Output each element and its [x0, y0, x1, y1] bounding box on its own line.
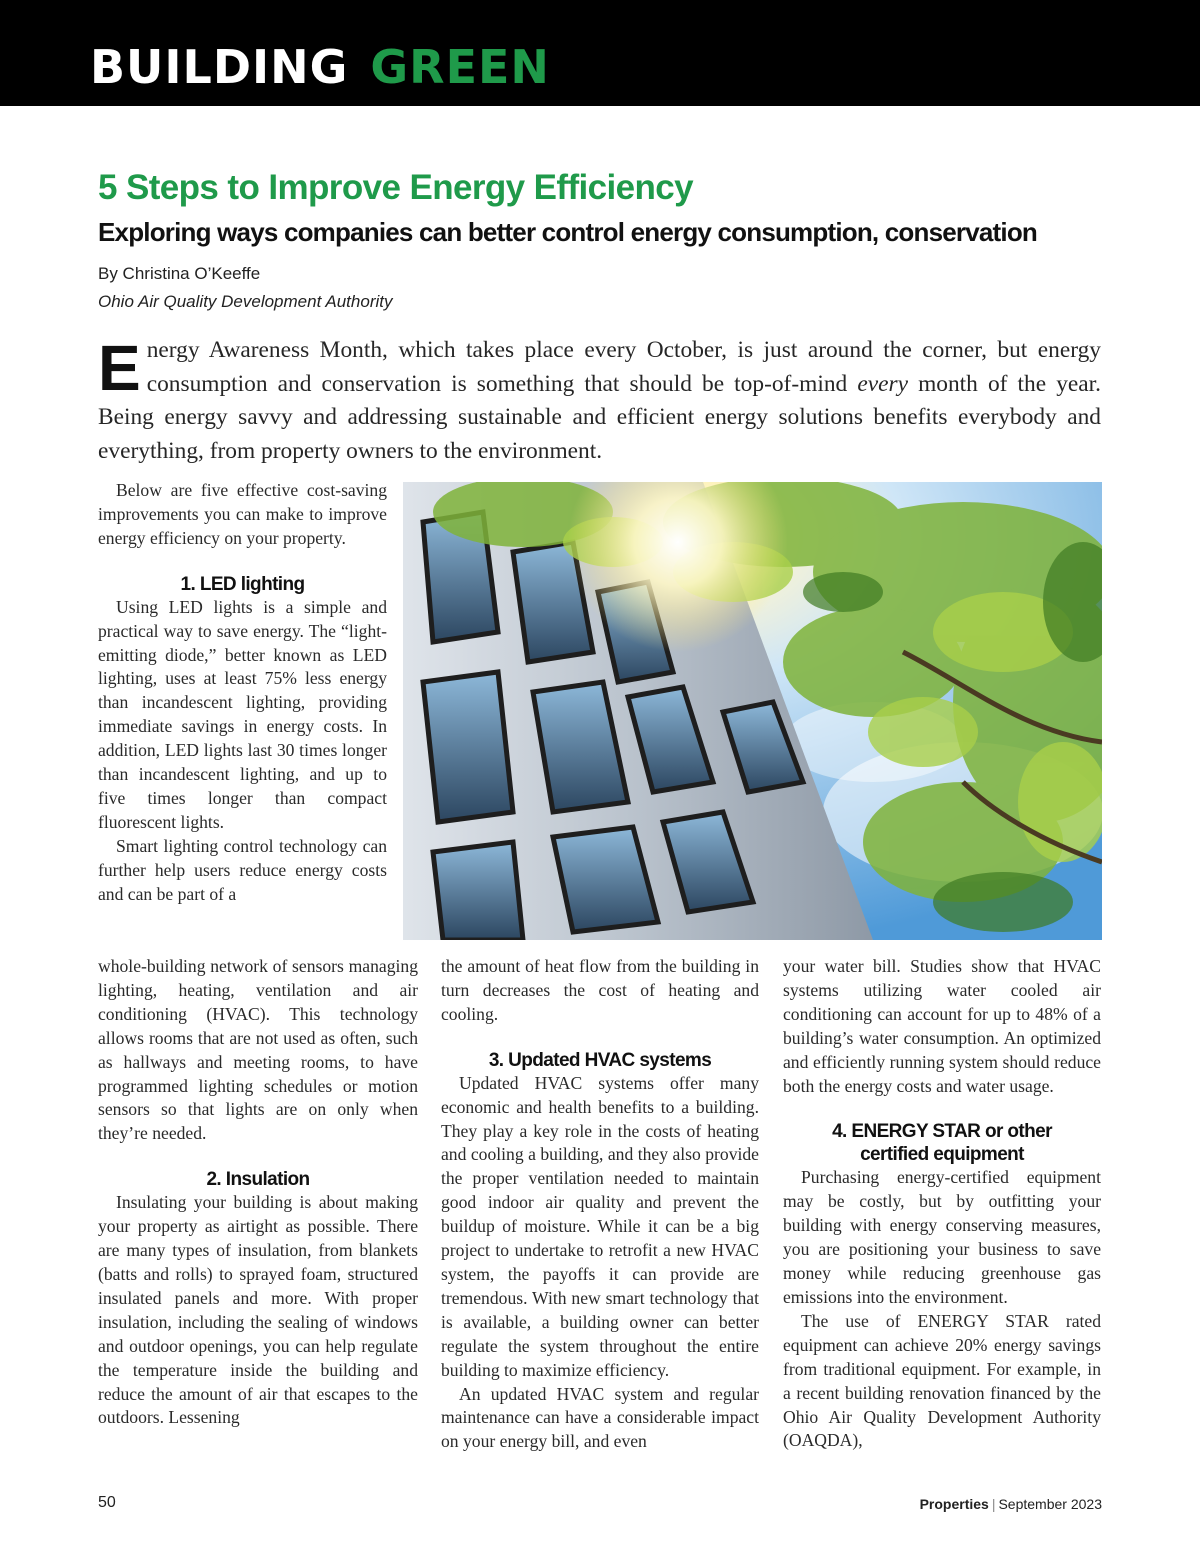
section-title [90, 36, 550, 98]
article-title: 5 Steps to Improve Energy Efficiency [98, 168, 693, 207]
section-heading-insulation: 2. Insulation [206, 1169, 310, 1191]
lead-paragraph: Below are five effective cost-saving improvements you can make to improve energy efficiency on your property. [98, 480, 387, 548]
column-1-upper [98, 479, 387, 907]
hvac-paragraph-2-continued: your water bill. Studies show that HVAC systems utilizing water cooled air conditioning can account for up to 48% of a building’s water consumption. An optimized and efficiently running system should reduce both the energy costs and water usage. [783, 956, 1101, 1096]
article-byline: By Christina O’Keeffe [98, 264, 261, 283]
section-heading-hvac: 3. Updated HVAC systems [488, 1049, 712, 1071]
section-heading-led: 1. LED lighting [180, 573, 305, 595]
column-2 [441, 955, 759, 1454]
page-number: 50 [98, 1494, 116, 1511]
article-subtitle: Exploring ways companies can better control energy consumption, conservation [98, 217, 1037, 247]
drop-cap: E [98, 332, 141, 404]
building-photo-illustration [403, 482, 1102, 940]
publication-name: Properties [919, 1496, 989, 1512]
hvac-paragraph-2-start: An updated HVAC system and regular maintenance can have a considerable impact on your energy bill, and even [441, 1383, 759, 1452]
section-heading-energy-star [783, 1120, 1101, 1166]
column-3 [783, 955, 1101, 1453]
intro-paragraph [98, 334, 1101, 468]
intro-text-2: month of the year. Being energy savvy and addressing sustainable and efficient energy solutions benefits everybody and everything, from property owners to the environment. [98, 370, 1101, 464]
led-paragraph-2-start: Smart lighting control technology can further help users reduce energy costs and can be part of a [98, 835, 387, 904]
led-paragraph-1: Using LED lights is a simple and practical way to save energy. The “light-emitting diode,” better known as LED lighting, uses at least 75% less energy than incandescent lighting, providing immediate savings in energy costs. In addition, LED lights last 30 times longer than incandescent lighting, and up to five times longer than compact fluorescent lights. [98, 596, 387, 832]
insulation-paragraph-1: Insulating your building is about making your property as airtight as possible. There are many types of insulation, from blankets (batts and rolls) to sprayed foam, structured insulated panels and more. With proper insulation, including the sealing of windows and outdoor openings, you can help regulate the temperature inside the building and reduce the amount of air that escapes to the outdoors. Lessening [98, 1192, 418, 1428]
column-1-lower [98, 955, 418, 1430]
section-title-word1: BUILDING [90, 40, 349, 94]
insulation-paragraph-1-continued: the amount of heat flow from the building in turn decreases the cost of heating and cooling. [441, 956, 759, 1024]
hvac-paragraph-1: Updated HVAC systems offer many economic and health benefits to a building. They play a key role in the costs of heating and cooling a building, and they also provide the proper ventilation needed to maintain good indoor air quality and prevent the buildup of moisture. While it can be a big project to undertake to retrofit a new HVAC system, the payoffs it can provide are tremendous. With new smart technology that is available, a building owner can better regulate the system throughout the entire building to maximize efficiency. [441, 1072, 759, 1380]
section-header-bar [0, 0, 1200, 106]
publication-footer [920, 1494, 1102, 1514]
section-title-word2: GREEN [370, 40, 550, 94]
author-affiliation: Ohio Air Quality Development Authority [98, 292, 393, 311]
intro-text-1: nergy Awareness Month, which takes place every October, is just around the corner, but energy consumption and conservation is something that should be top-of-mind [146, 337, 1101, 397]
energy-star-paragraph-1: Purchasing energy-certified equipment may be costly, but by outfitting your building with energy conserving measures, you are positioning your business to save money while reducing greenhouse gas emissions into the environment. [783, 1167, 1101, 1307]
issue-date: September 2023 [998, 1496, 1102, 1512]
intro-emphasis: every [857, 370, 908, 397]
footer-separator: | [991, 1496, 996, 1512]
energy-star-paragraph-2: The use of ENERGY STAR rated equipment can achieve 20% energy savings from traditional equipment. For example, in a recent building renovation financed by the Ohio Air Quality Development Authority (OAQDA), [783, 1310, 1101, 1451]
energy-star-heading-line-1: 4. ENERGY STAR or other [832, 1121, 1052, 1143]
led-paragraph-2-continued: whole-building network of sensors managing lighting, heating, ventilation and air conditioning (HVAC). This technology allows rooms that are not used as often, such as hallways and meeting rooms, to have programmed lighting schedules or motion sensors so that lights are on only when they’re needed. [98, 956, 418, 1144]
building-photo [403, 482, 1102, 940]
energy-star-heading-line-2: certified equipment [860, 1144, 1024, 1166]
